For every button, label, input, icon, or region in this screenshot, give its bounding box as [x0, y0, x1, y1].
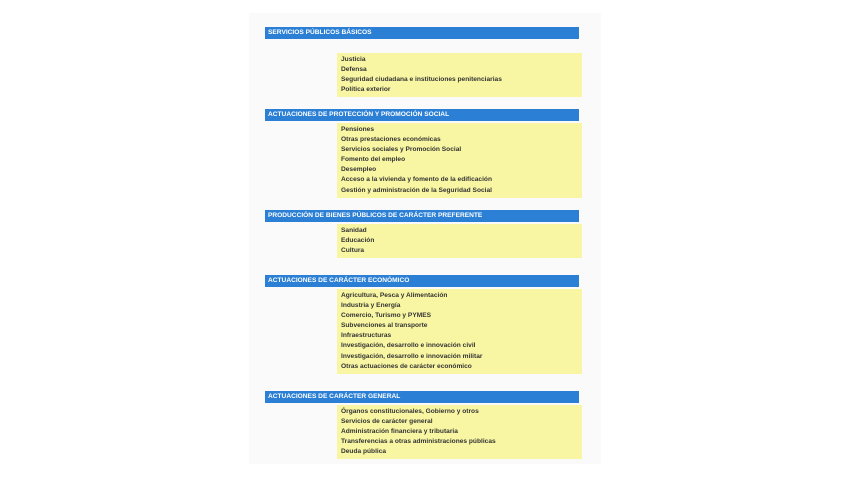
list-item: Desempleo	[341, 166, 377, 174]
list-item: Industria y Energía	[341, 302, 401, 310]
list-item: Educación	[341, 237, 375, 245]
list-item: Defensa	[341, 66, 367, 74]
section-header: PRODUCCIÓN DE BIENES PÚBLICOS DE CARÁCTER PREFERENTE	[265, 210, 579, 222]
list-item: Pensiones	[341, 126, 374, 133]
section-items	[337, 289, 582, 374]
document-page	[249, 13, 601, 464]
section-header: ACTUACIONES DE PROTECCIÓN Y PROMOCIÓN SOCIAL	[265, 109, 579, 121]
list-item: Comercio, Turismo y PYMES	[341, 312, 432, 320]
section-items	[337, 405, 582, 459]
section-proteccion-promocion-social	[265, 109, 579, 198]
list-item: Gestión y administración de la Seguridad Social	[341, 186, 492, 194]
list-item: Transferencias a otras administraciones públicas	[341, 438, 496, 446]
list-item: Administración financiera y tributaria	[341, 428, 458, 436]
section-caracter-economico	[265, 275, 579, 374]
list-item: Servicios de carácter general	[341, 418, 433, 426]
list-item: Subvenciones al transporte	[341, 322, 428, 330]
list-item: Investigación, desarrollo e innovación civil	[341, 342, 476, 350]
list-item: Acceso a la vivienda y fomento de la edificación	[341, 176, 492, 184]
list-item: Deuda pública	[341, 448, 387, 456]
list-item: Sanidad	[341, 227, 367, 234]
list-item: Servicios sociales y Promoción Social	[341, 146, 462, 154]
list-item: Cultura	[341, 247, 365, 255]
list-item: Investigación, desarrollo e innovación militar	[341, 352, 483, 360]
section-bienes-publicos-preferente	[265, 210, 579, 258]
section-servicios-publicos-basicos	[265, 27, 579, 97]
list-item: Otras prestaciones económicas	[341, 136, 441, 144]
section-caracter-general	[265, 391, 579, 459]
section-items	[337, 123, 582, 198]
section-header: SERVICIOS PÚBLICOS BÁSICOS	[265, 27, 579, 39]
section-items	[337, 53, 582, 97]
section-header: ACTUACIONES DE CARÁCTER ECONÓMICO	[265, 275, 579, 287]
section-header: ACTUACIONES DE CARÁCTER GENERAL	[265, 391, 579, 403]
list-item: Justicia	[341, 56, 366, 63]
section-items	[337, 224, 582, 258]
list-item: Política exterior	[341, 86, 391, 94]
list-item: Otras actuaciones de carácter económico	[341, 362, 472, 370]
list-item: Órganos constitucionales, Gobierno y otros	[341, 408, 479, 415]
list-item: Fomento del empleo	[341, 156, 406, 164]
list-item: Infraestructuras	[341, 332, 392, 340]
list-item: Seguridad ciudadana e instituciones penitenciarias	[341, 76, 502, 84]
list-item: Agricultura, Pesca y Alimentación	[341, 292, 448, 299]
